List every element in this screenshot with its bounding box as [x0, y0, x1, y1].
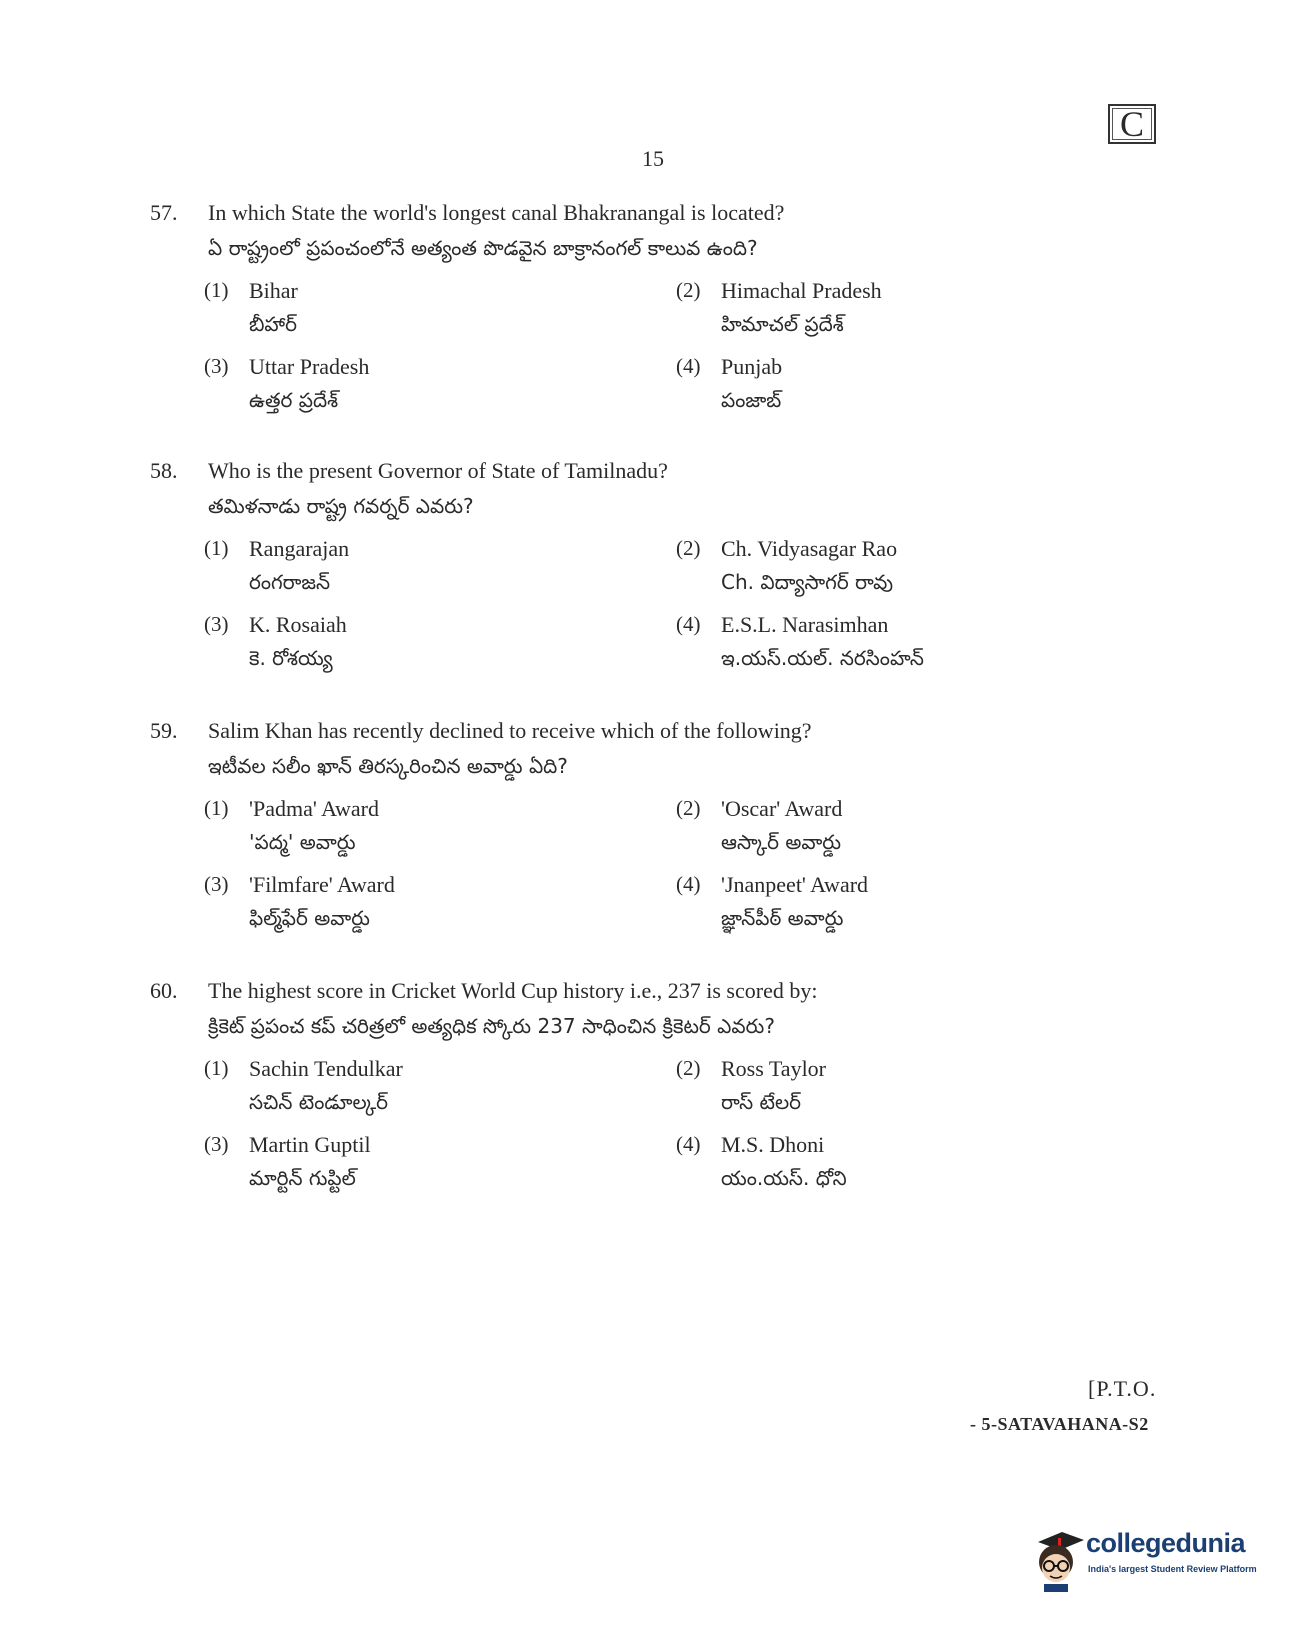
option-text-telugu: 'పద్మ' అవార్డు	[249, 830, 356, 854]
option-number: (4)	[676, 872, 701, 896]
question-text-telugu: తమిళనాడు రాష్ట్ర గవర్నర్ ఎవరు?	[208, 494, 474, 518]
option-text-english: 'Jnanpeet' Award	[721, 872, 869, 897]
question-text-telugu: ఏ రాష్ట్రంలో ప్రపంచంలోనే అత్యంత పొడవైన బాక్రానంగల్ కాలువ ఉంది?	[208, 236, 758, 260]
option-number: (3)	[204, 872, 229, 896]
question-text-telugu: క్రికెట్ ప్రపంచ కప్ చరిత్రలో అత్యధిక స్కోరు 237 సాధించిన క్రికెటర్ ఎవరు?	[208, 1014, 775, 1038]
option-number: (3)	[204, 1132, 229, 1156]
question-number: 58.	[150, 458, 178, 483]
option-text-telugu: హిమాచల్ ప్రదేశ్	[721, 312, 844, 336]
pto-label: [P.T.O.	[1088, 1376, 1157, 1401]
collegedunia-logo	[1030, 1528, 1260, 1598]
option-text-english: Himachal Pradesh	[721, 278, 882, 303]
option-text-english: Uttar Pradesh	[249, 354, 370, 379]
option-4	[676, 354, 1116, 424]
option-number: (4)	[676, 1132, 701, 1156]
option-number: (2)	[676, 796, 701, 820]
option-number: (1)	[204, 796, 229, 820]
option-4	[676, 872, 1116, 942]
option-number: (4)	[676, 612, 701, 636]
option-4	[676, 1132, 1116, 1202]
option-text-telugu: రంగరాజన్	[249, 570, 331, 594]
option-text-english: E.S.L. Narasimhan	[721, 612, 889, 637]
option-text-english: 'Filmfare' Award	[249, 872, 395, 897]
logo-tagline: India's largest Student Review Platform	[1088, 1564, 1257, 1574]
option-text-english: 'Padma' Award	[249, 796, 379, 821]
option-text-english: Ross Taylor	[721, 1056, 827, 1081]
option-text-telugu: పంజాబ్	[721, 388, 782, 412]
question-59	[150, 718, 1150, 930]
option-number: (3)	[204, 612, 229, 636]
option-number: (3)	[204, 354, 229, 378]
option-2	[676, 1056, 1116, 1126]
question-number: 60.	[150, 978, 178, 1003]
option-text-telugu: జ్ఞాన్‌పీఠ్ అవార్డు	[721, 906, 844, 930]
question-text-english: The highest score in Cricket World Cup history i.e., 237 is scored by:	[208, 978, 818, 1003]
page-number: 15	[642, 146, 664, 171]
option-number: (2)	[676, 1056, 701, 1080]
option-number: (2)	[676, 278, 701, 302]
option-3	[204, 612, 644, 682]
option-2	[676, 278, 1116, 348]
option-number: (1)	[204, 536, 229, 560]
option-number: (4)	[676, 354, 701, 378]
option-3	[204, 1132, 644, 1202]
option-1	[204, 1056, 644, 1126]
option-text-english: M.S. Dhoni	[721, 1132, 825, 1157]
logo-wordmark: collegedunia	[1086, 1528, 1246, 1558]
option-number: (1)	[204, 278, 229, 302]
question-text-english: In which State the world's longest canal Bhakranangal is located?	[208, 200, 785, 225]
option-text-english: Martin Guptil	[249, 1132, 371, 1157]
option-text-telugu: కె. రోశయ్య	[249, 646, 333, 670]
option-1	[204, 278, 644, 348]
option-text-telugu: ఉత్తర ప్రదేశ్	[249, 388, 339, 412]
question-60	[150, 978, 1150, 1190]
option-number: (2)	[676, 536, 701, 560]
booklet-code: - 5-SATAVAHANA-S2	[970, 1414, 1149, 1434]
set-code: C	[1119, 104, 1144, 144]
option-text-telugu: సచిన్ టెండూల్కర్	[249, 1090, 388, 1114]
question-number: 59.	[150, 718, 178, 743]
question-text-english: Who is the present Governor of State of Tamilnadu?	[208, 458, 668, 483]
option-2	[676, 796, 1116, 866]
option-text-telugu: ఫిల్మ్‌ఫేర్ అవార్డు	[249, 906, 370, 930]
option-text-english: Ch. Vidyasagar Rao	[721, 536, 898, 561]
question-58	[150, 458, 1150, 670]
question-57	[150, 200, 1150, 412]
question-number: 57.	[150, 200, 178, 225]
question-text-telugu: ఇటీవల సలీం ఖాన్ తిరస్కరించిన అవార్డు ఏది?	[208, 754, 568, 778]
option-4	[676, 612, 1116, 682]
set-code-box	[1108, 104, 1156, 144]
option-text-telugu: ఇ.యస్.యల్. నరసింహన్	[721, 646, 924, 670]
option-text-telugu: రాస్ టేలర్	[721, 1090, 801, 1114]
option-text-telugu: Ch. విద్యాసాగర్ రావు	[721, 570, 894, 594]
option-number: (1)	[204, 1056, 229, 1080]
question-text-english: Salim Khan has recently declined to receive which of the following?	[208, 718, 812, 743]
option-text-english: K. Rosaiah	[249, 612, 347, 637]
option-text-english: Punjab	[721, 354, 783, 379]
option-text-telugu: బీహార్	[249, 312, 297, 336]
option-2	[676, 536, 1116, 606]
option-1	[204, 796, 644, 866]
option-text-english: Sachin Tendulkar	[249, 1056, 403, 1081]
student-mascot-icon	[1030, 1528, 1084, 1594]
option-text-telugu: ఆస్కార్ అవార్డు	[721, 830, 842, 854]
option-text-english: 'Oscar' Award	[721, 796, 843, 821]
option-text-telugu: యం.యస్. ధోని	[721, 1166, 847, 1190]
option-3	[204, 872, 644, 942]
option-text-telugu: మార్టిన్ గుప్టిల్	[249, 1166, 356, 1190]
option-text-english: Bihar	[249, 278, 298, 303]
option-text-english: Rangarajan	[249, 536, 350, 561]
option-1	[204, 536, 644, 606]
option-3	[204, 354, 644, 424]
